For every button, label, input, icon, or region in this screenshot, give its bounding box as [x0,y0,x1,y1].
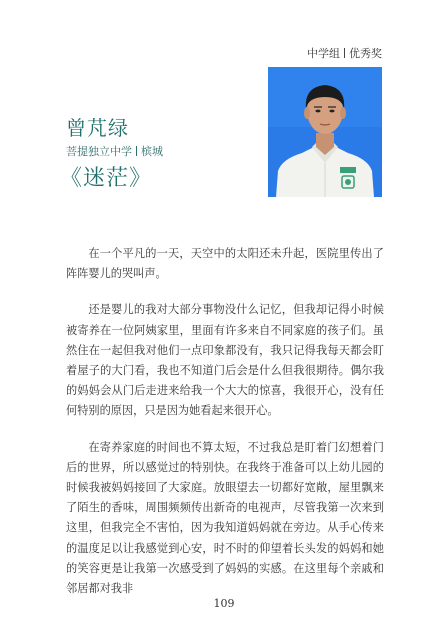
school-name: 菩提独立中学 [66,145,132,158]
author-school [66,143,163,159]
paragraph: 在寄养家庭的时间也不算太短，不过我总是盯着门幻想着门后的世界，所以感觉过的特别快。在我终于准备可以上幼儿园的时候我被妈妈接回了大家庭。放眼望去一切都好宽敞，屋里飘来了陌生的香味，周围频频传出新奇的电视声，尽管我第一次来到这里，但我完全不害怕，因为我知道妈妈就在旁边。从手心传来的温度足以让我感觉到心安，时不时的仰望着长头发的妈妈和她的笑容更是让我第一次感受到了妈妈的实感。在这里每个亲戚和邻居都对我非 [66,440,384,596]
award-category [307,45,382,61]
author-name: 曾芃绿 [66,116,129,140]
paragraph: 在一个平凡的一天，天空中的太阳还未升起，医院里传出了阵阵婴儿的哭叫声。 [66,247,384,281]
divider [344,48,345,58]
author-photo [268,67,382,197]
page-number: 109 [213,597,235,610]
portrait-illustration [268,67,382,197]
paragraph: 还是婴儿的我对大部分事物没什么记忆，但我却记得小时候被寄养在一位阿姨家里，里面有许多来自不同家庭的孩子们。虽然住在一起但我对他们一点印象都没有，我只记得我每天都会盯着屋子的大门看，我也不知道门后会是什么但我很期待。偶尔我的妈妈会从门后走进来给我一个大大的惊喜，我很开心，没有任何特别的原因，只是因为她看起来很开心。 [66,303,384,418]
award-label: 优秀奖 [349,47,382,60]
divider [136,146,137,156]
school-city: 槟城 [141,145,163,158]
category-label: 中学组 [307,47,340,60]
work-title: 《迷茫》 [60,166,153,191]
article-body [66,244,384,615]
